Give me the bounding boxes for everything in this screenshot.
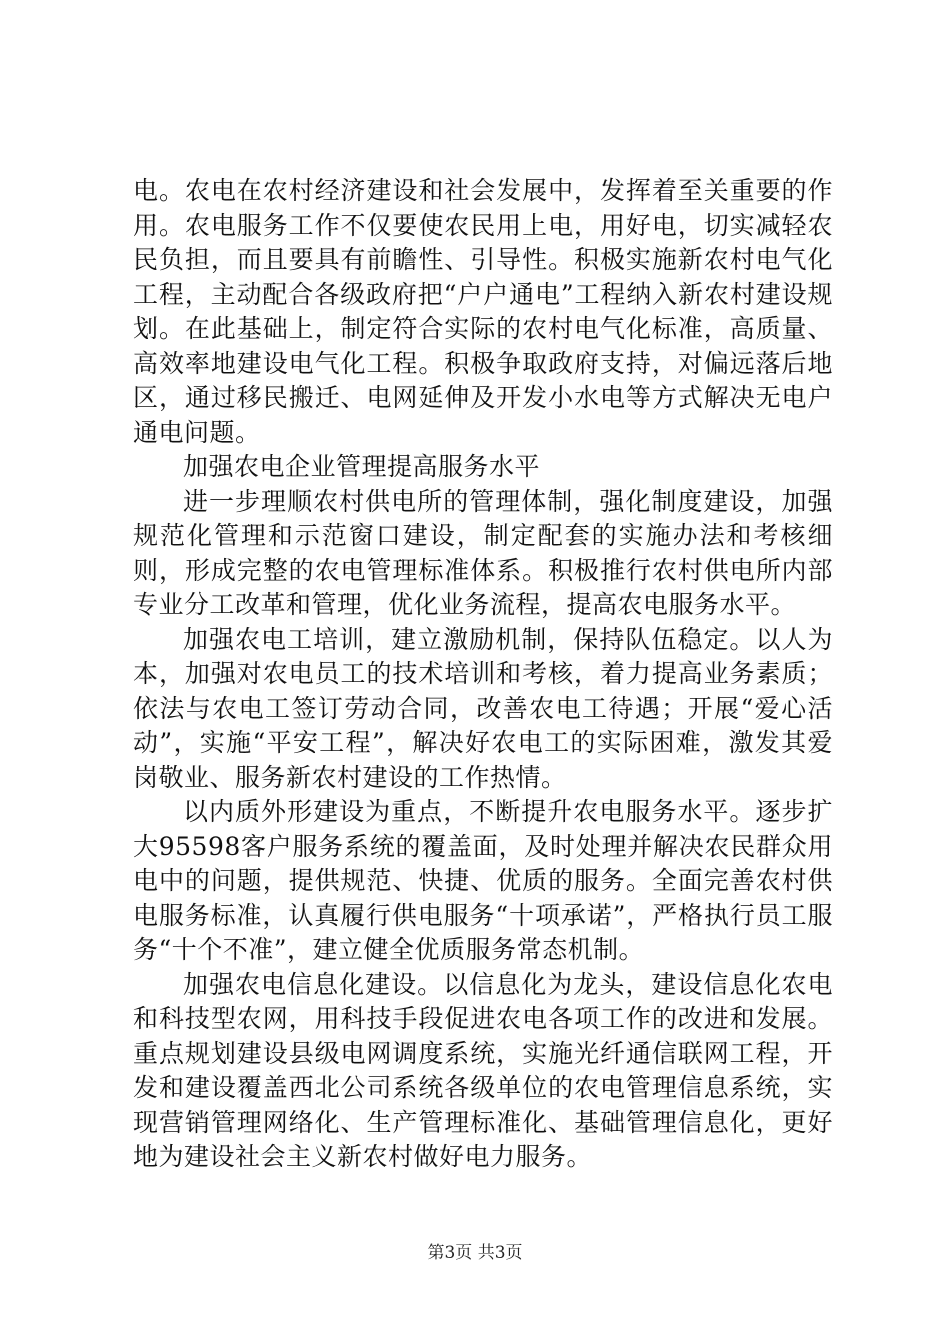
document-body [133, 174, 833, 1175]
paragraph-service: 以内质外形建设为重点，不断提升农电服务水平。逐步扩大95598客户服务系统的覆盖面，及时处理并解决农民群众用电中的问题，提供规范、快捷、优质的服务。全面完善农村供电服务标准，认真履行供电服务“十项承诺”，严格执行员工服务“十个不准”，建立健全优质服务常态机制。 [133, 797, 833, 964]
paragraph-management: 进一步理顺农村供电所的管理体制，强化制度建设，加强规范化管理和示范窗口建设，制定配套的实施办法和考核细则，形成完整的农电管理标准体系。积极推行农村供电所内部专业分工改革和管理，优化业务流程，提高农电服务水平。 [133, 486, 833, 619]
page-footer: 第3页 共3页 [427, 1243, 523, 1263]
section-heading: 加强农电企业管理提高服务水平 [183, 452, 541, 481]
paragraph-informatization: 加强农电信息化建设。以信息化为龙头，建设信息化农电和科技型农网，用科技手段促进农电各项工作的改进和发展。重点规划建设县级电网调度系统，实施光纤通信联网工程，开发和建设覆盖西北公司系统各级单位的农电管理信息系统，实现营销管理网络化、生产管理标准化、基础管理信息化，更好地为建设社会主义新农村做好电力服务。 [133, 969, 833, 1171]
paragraph-continuation: 电。农电在农村经济建设和社会发展中，发挥着至关重要的作用。农电服务工作不仅要使农民用上电，用好电，切实减轻农民负担，而且要具有前瞻性、引导性。积极实施新农村电气化工程，主动配合各级政府把“户户通电”工程纳入新农村建设规划。在此基础上，制定符合实际的农村电气化标准，高质量、高效率地建设电气化工程。积极争取政府支持，对偏远落后地区，通过移民搬迁、电网延伸及开发小水电等方式解决无电户通电问题。 [133, 176, 833, 447]
paragraph-training: 加强农电工培训，建立激励机制，保持队伍稳定。以人为本，加强对农电员工的技术培训和考核，着力提高业务素质；依法与农电工签订劳动合同，改善农电工待遇；开展“爱心活动”，实施“平安工程”，解决好农电工的实际困难，激发其爱岗敬业、服务新农村建设的工作热情。 [133, 624, 833, 792]
